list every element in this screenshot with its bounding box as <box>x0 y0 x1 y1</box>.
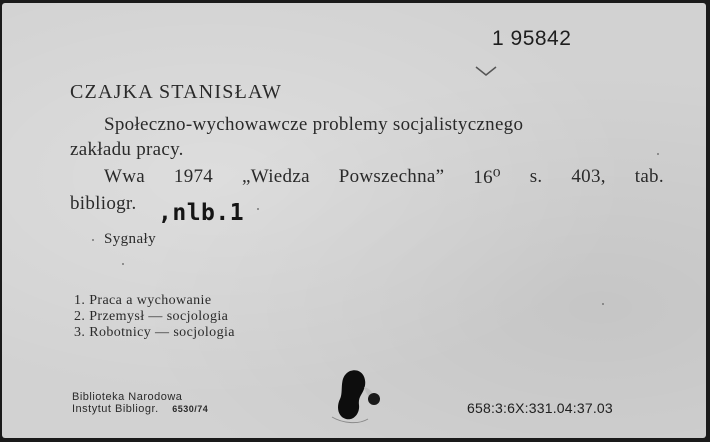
subject-heading-1: 1. Praca a wychowanie <box>74 293 212 308</box>
ink-seal-icon <box>328 365 392 427</box>
library-imprint <box>72 391 208 415</box>
imprint-year: 1974 <box>173 166 214 187</box>
subject-heading-2: 2. Przemysł — socjologia <box>74 309 229 324</box>
title-line-1: Społeczno-wychowawcze problemy socjalistycznego <box>104 114 524 135</box>
imprint-pages-label: s. <box>529 166 543 187</box>
udc-classification: 658:3:6X:331.04:37.03 <box>467 400 613 416</box>
imprint-format: 16⁰ <box>473 167 501 188</box>
imprint-tables: tab. <box>634 166 664 187</box>
library-name: Biblioteka Narodowa <box>72 391 183 403</box>
nlb-stamp: ,nlb.1 <box>158 200 245 226</box>
library-code: 6530/74 <box>172 404 209 414</box>
imprint-publisher-2: Powszechna” <box>338 166 445 187</box>
accession-number: 1 95842 <box>492 27 572 50</box>
imprint-pages: 403, <box>571 166 606 187</box>
catalog-card <box>2 3 706 438</box>
imprint-place: Wwa <box>104 166 145 187</box>
imprint-line-2: bibliogr. <box>70 193 137 214</box>
subject-headings <box>74 293 235 341</box>
subject-heading-3: 3. Robotnicy — socjologia <box>74 325 235 340</box>
title-line-2: zakładu pracy. <box>70 139 184 160</box>
imprint-publisher-1: „Wiedza <box>242 166 310 187</box>
library-institute: Instytut Bibliogr. <box>72 403 159 415</box>
author-heading: CZAJKA STANISŁAW <box>70 81 283 103</box>
library-institute-line <box>72 403 208 415</box>
pencil-mark-icon <box>472 63 502 83</box>
signals-label: Sygnały <box>104 231 156 247</box>
imprint-line-1 <box>104 166 664 189</box>
